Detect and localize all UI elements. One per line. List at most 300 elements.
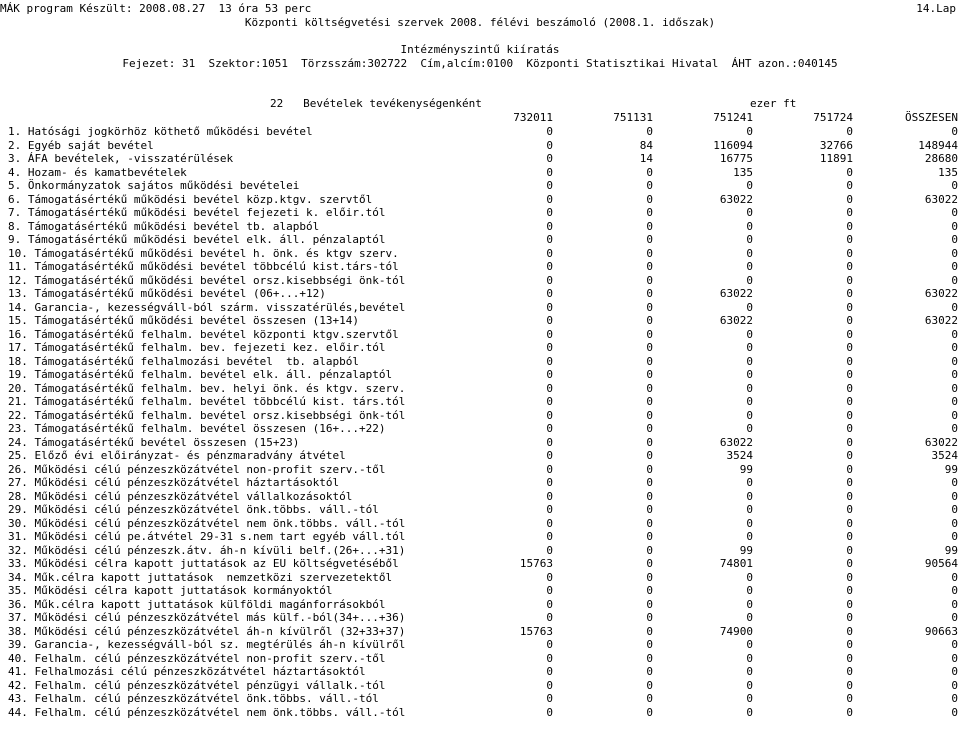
row-value: 0 [646,489,653,503]
row-label: 3. ÁFA bevételek, -visszatérülések [8,152,234,165]
table-row [0,530,960,544]
row-value: 0 [846,327,853,341]
row-value: 0 [646,435,653,449]
row-label: 15. Támogatásértékű működési bevétel összesen (13+14) [8,314,359,327]
row-value: 0 [951,422,958,435]
row-value: 0 [746,395,753,408]
row-label: 39. Garancia-, kezességváll-ból sz. megtérülés áh-n kívülről [8,638,406,651]
row-value: 0 [546,570,553,584]
row-value: 0 [846,651,853,665]
table-row [0,490,960,504]
row-value: 0 [746,327,753,341]
row-value: 0 [846,503,853,516]
row-label: 7. Támogatásértékű működési bevétel fejezeti k. előir.tól [8,206,386,219]
row-value: 90663 [924,624,958,638]
row-value: 0 [746,530,753,543]
row-value: 99 [944,543,958,557]
row-value: 0 [951,611,958,624]
row-value: 0 [951,273,958,287]
report-header-left: MÁK program Készült: 2008.08.27 13 óra 53 perc [0,2,312,15]
section-title: 22 Bevételek tevékenységenként [270,97,482,110]
row-value: 0 [846,314,853,327]
row-value: 0 [546,503,553,516]
row-value: 0 [546,395,553,408]
row-label: 20. Támogatásértékű felhalm. bev. helyi önk. és ktgv. szerv. [8,381,406,395]
row-value: 0 [846,287,853,300]
row-value: 0 [846,125,853,138]
row-value: 0 [846,557,853,570]
row-value: 0 [846,449,853,462]
row-label: 43. Felhalm. célú pénzeszközátvétel önk.többs. váll.-tól [8,692,379,705]
row-value: 0 [646,395,653,408]
row-value: 14 [639,152,653,165]
row-value: 0 [846,354,853,368]
row-value: 63022 [924,435,958,449]
row-value: 0 [546,530,553,543]
row-value: 0 [646,476,653,489]
row-value: 0 [746,206,753,219]
row-value: 0 [546,665,553,678]
table-row [0,638,960,652]
table-row [0,652,960,666]
row-label: 2. Egyéb saját bevétel [8,138,154,152]
row-value: 0 [951,516,958,530]
row-label: 19. Támogatásértékű felhalm. bevétel elk. áll. pénzalaptól [8,368,393,381]
row-value: 0 [646,206,653,219]
row-value: 0 [746,638,753,651]
row-value: 0 [846,462,853,476]
row-value: 0 [846,597,853,611]
row-value: 0 [646,570,653,584]
row-value: 0 [546,368,553,381]
row-label: 24. Támogatásértékű bevétel összesen (15+23) [8,435,300,449]
row-value: 0 [846,192,853,206]
row-value: 0 [951,179,958,192]
row-value: 0 [746,246,753,260]
row-value: 0 [746,503,753,516]
row-value: 0 [746,692,753,705]
row-value: 0 [646,678,653,692]
row-value: 0 [546,138,553,152]
row-label: 5. Önkormányzatok sajátos működési bevételei [8,179,300,192]
table-row [0,179,960,193]
table-row [0,220,960,234]
row-value: 0 [846,611,853,624]
row-value: 15763 [519,557,553,570]
row-value: 0 [746,233,753,246]
row-value: 0 [951,489,958,503]
row-value: 0 [746,300,753,314]
table-row [0,125,960,139]
table-row [0,139,960,153]
row-label: 31. Működési célú pe.átvétel 29-31 s.nem tart egyéb váll.tól [8,530,406,543]
row-value: 90564 [924,557,958,570]
row-value: 0 [646,327,653,341]
row-label: 25. Előző évi előirányzat- és pénzmaradvány átvétel [8,449,346,462]
row-value: 0 [846,530,853,543]
row-value: 0 [746,341,753,354]
row-label: 14. Garancia-, kezességváll-ból szárm. visszatérülés,bevétel [8,300,406,314]
row-value: 0 [546,300,553,314]
row-value: 0 [951,260,958,273]
row-value: 148944 [918,138,958,152]
table-row [0,301,960,315]
table-row [0,584,960,598]
row-value: 0 [646,125,653,138]
row-value: 0 [846,341,853,354]
row-label: 12. Támogatásértékű működési bevétel orsz.kisebbségi önk-tól [8,273,406,287]
row-value: 0 [746,584,753,597]
column-header-751131: 751131 [613,111,653,124]
row-value: 0 [951,692,958,705]
row-label: 36. Műk.célra kapott juttatások külföldi magánforrásokból [8,597,386,611]
row-value: 0 [546,179,553,192]
row-value: 0 [951,300,958,314]
row-value: 0 [746,678,753,692]
row-value: 0 [746,651,753,665]
table-row [0,314,960,328]
row-value: 0 [846,543,853,557]
row-value: 0 [951,125,958,138]
row-value: 0 [746,665,753,678]
row-label: 29. Működési célú pénzeszközátvétel önk.többs. váll.-tól [8,503,379,516]
row-value: 0 [546,678,553,692]
row-value: 0 [951,705,958,719]
unit-label: ezer ft [750,97,797,110]
row-value: 0 [846,638,853,651]
row-value: 0 [646,233,653,246]
row-value: 0 [546,638,553,651]
table-row [0,409,960,423]
row-value: 0 [951,570,958,584]
row-label: 22. Támogatásértékű felhalm. bevétel orsz.kisebbségi önk-tól [8,408,406,422]
table-row [0,449,960,463]
row-label: 26. Működési célú pénzeszközátvétel non-profit szerv.-től [8,462,386,476]
row-value: 0 [646,192,653,206]
row-value: 0 [546,422,553,435]
table-row [0,503,960,517]
row-value: 0 [546,597,553,611]
row-value: 0 [646,584,653,597]
row-value: 0 [846,246,853,260]
row-label: 4. Hozam- és kamatbevételek [8,165,187,179]
table-row [0,247,960,261]
row-value: 0 [546,584,553,597]
table-row [0,260,960,274]
table-row [0,706,960,720]
row-value: 0 [746,489,753,503]
row-label: 6. Támogatásértékű működési bevétel közp.ktgv. szervtől [8,192,373,206]
row-value: 0 [646,179,653,192]
row-value: 0 [546,651,553,665]
row-value: 0 [846,570,853,584]
row-value: 63022 [719,435,753,449]
row-value: 0 [846,665,853,678]
row-value: 0 [546,152,553,165]
row-value: 0 [546,381,553,395]
row-value: 0 [646,530,653,543]
row-value: 63022 [719,287,753,300]
row-value: 0 [846,395,853,408]
row-label: 17. Támogatásértékű felhalm. bev. fejezeti kez. előir.tól [8,341,386,354]
row-value: 0 [951,341,958,354]
row-value: 0 [646,287,653,300]
row-value: 0 [546,206,553,219]
row-label: 41. Felhalmozási célú pénzeszközátvétel háztartásoktól [8,665,366,678]
table-row [0,233,960,247]
row-value: 63022 [719,314,753,327]
row-value: 0 [746,597,753,611]
table-row [0,355,960,369]
row-label: 11. Támogatásértékű működési bevétel többcélú kist.társ-tól [8,260,399,273]
row-value: 99 [944,462,958,476]
row-value: 0 [546,219,553,233]
row-value: 0 [846,624,853,638]
row-value: 0 [646,408,653,422]
row-value: 0 [746,125,753,138]
row-value: 0 [646,314,653,327]
row-value: 74900 [719,624,753,638]
table-row [0,341,960,355]
row-value: 0 [951,638,958,651]
row-value: 0 [546,354,553,368]
row-value: 0 [546,341,553,354]
column-header-751724: 751724 [813,111,853,124]
row-value: 0 [646,354,653,368]
table-row [0,274,960,288]
row-value: 0 [646,516,653,530]
row-value: 0 [951,327,958,341]
row-value: 0 [846,408,853,422]
row-value: 3524 [726,449,753,462]
row-value: 0 [546,260,553,273]
row-label: 44. Felhalm. célú pénzeszközátvétel nem önk.többs. váll.-tól [8,705,406,719]
row-value: 0 [646,368,653,381]
table-row [0,395,960,409]
row-label: 32. Működési célú pénzeszk.átv. áh-n kívüli belf.(26+...+31) [8,543,406,557]
row-value: 0 [746,476,753,489]
row-value: 0 [951,206,958,219]
row-value: 0 [646,381,653,395]
row-label: 9. Támogatásértékű működési bevétel elk. áll. pénzalaptól [8,233,386,246]
row-value: 0 [846,273,853,287]
row-value: 0 [646,219,653,233]
row-value: 116094 [713,138,753,152]
column-header-751241: 751241 [713,111,753,124]
row-value: 0 [546,192,553,206]
report-title: Intézményszintű kiíratás [400,43,560,56]
row-label: 1. Hatósági jogkörhöz köthető működési bevétel [8,125,313,138]
row-value: 0 [546,287,553,300]
row-label: 30. Működési célú pénzeszközátvétel nem önk.többs. váll.-tól [8,516,406,530]
row-value: 99 [739,462,753,476]
row-value: 0 [546,543,553,557]
row-value: 0 [951,597,958,611]
table-row [0,692,960,706]
institution-meta: Fejezet: 31 Szektor:1051 Törzsszám:302722 Cím,alcím:0100 Központi Statisztikai Hivatal ÁHT azon.:040145 [122,57,838,70]
row-value: 0 [951,503,958,516]
row-value: 0 [646,597,653,611]
row-value: 0 [846,300,853,314]
row-value: 11891 [819,152,853,165]
row-value: 0 [846,260,853,273]
row-value: 0 [746,705,753,719]
row-value: 0 [546,165,553,179]
row-value: 0 [746,179,753,192]
row-value: 0 [846,179,853,192]
row-value: 0 [951,233,958,246]
table-row [0,382,960,396]
row-value: 0 [846,165,853,179]
row-value: 135 [733,165,753,179]
row-value: 0 [951,368,958,381]
row-value: 0 [546,233,553,246]
row-label: 28. Működési célú pénzeszközátvétel vállalkozásoktól [8,489,353,503]
table-row [0,368,960,382]
row-value: 63022 [924,192,958,206]
row-value: 0 [846,368,853,381]
row-value: 0 [846,705,853,719]
row-value: 99 [739,543,753,557]
row-value: 0 [951,476,958,489]
row-value: 0 [951,651,958,665]
row-label: 33. Működési célra kapott juttatások az EU költségvetéséből [8,557,399,570]
row-value: 0 [846,476,853,489]
row-value: 0 [646,260,653,273]
table-row [0,287,960,301]
row-value: 0 [746,516,753,530]
table-row [0,544,960,558]
row-label: 38. Működési célú pénzeszközátvétel áh-n kívülről (32+33+37) [8,624,406,638]
row-value: 0 [546,611,553,624]
table-row [0,571,960,585]
row-value: 0 [646,543,653,557]
row-label: 23. Támogatásértékű felhalm. bevétel összesen (16+...+22) [8,422,386,435]
row-value: 0 [546,125,553,138]
row-value: 0 [951,584,958,597]
row-value: 0 [546,246,553,260]
table-row [0,328,960,342]
row-value: 0 [646,300,653,314]
row-value: 0 [746,219,753,233]
row-value: 0 [646,651,653,665]
row-value: 0 [546,476,553,489]
row-value: 0 [951,395,958,408]
row-value: 0 [746,368,753,381]
table-row [0,625,960,639]
row-value: 0 [951,530,958,543]
row-value: 0 [951,665,958,678]
row-label: 13. Támogatásértékű működési bevétel (06+...+12) [8,287,326,300]
row-value: 63022 [719,192,753,206]
table-row [0,436,960,450]
row-value: 0 [546,489,553,503]
row-value: 0 [546,435,553,449]
row-value: 0 [646,165,653,179]
row-label: 42. Felhalm. célú pénzeszközátvétel pénzügyi vállalk.-tól [8,678,386,692]
row-value: 0 [646,624,653,638]
table-row [0,206,960,220]
table-row [0,166,960,180]
row-value: 16775 [719,152,753,165]
row-value: 63022 [924,314,958,327]
row-value: 0 [951,246,958,260]
row-label: 40. Felhalm. célú pénzeszközátvétel non-profit szerv.-től [8,651,386,665]
row-value: 0 [846,678,853,692]
row-value: 0 [951,354,958,368]
column-header-732011: 732011 [513,111,553,124]
table-row [0,152,960,166]
table-row [0,557,960,571]
row-label: 18. Támogatásértékű felhalmozási bevétel tb. alapból [8,354,359,368]
row-value: 0 [646,557,653,570]
row-value: 74801 [719,557,753,570]
table-row [0,193,960,207]
row-value: 0 [546,314,553,327]
row-value: 0 [746,260,753,273]
row-value: 3524 [931,449,958,462]
row-value: 0 [951,678,958,692]
row-value: 0 [951,381,958,395]
row-value: 0 [546,449,553,462]
report-subtitle: Központi költségvetési szervek 2008. félévi beszámoló (2008.1. időszak) [244,16,716,29]
row-value: 0 [746,570,753,584]
row-value: 0 [646,462,653,476]
row-label: 34. Műk.célra kapott juttatások nemzetközi szervezetektől [8,570,393,584]
row-value: 0 [546,408,553,422]
row-value: 0 [951,408,958,422]
row-value: 0 [646,638,653,651]
row-value: 0 [646,692,653,705]
row-value: 0 [846,206,853,219]
row-value: 135 [938,165,958,179]
row-value: 0 [846,516,853,530]
row-value: 0 [646,449,653,462]
table-row [0,517,960,531]
row-value: 0 [846,489,853,503]
row-value: 0 [546,327,553,341]
row-label: 37. Működési célú pénzeszközátvétel más külf.-ból(34+...+36) [8,611,406,624]
row-value: 0 [846,584,853,597]
row-value: 0 [646,665,653,678]
row-value: 0 [646,503,653,516]
table-row [0,679,960,693]
row-value: 0 [846,219,853,233]
row-value: 0 [546,273,553,287]
revenue-table [0,125,960,719]
row-value: 0 [951,219,958,233]
table-row [0,611,960,625]
row-value: 0 [646,273,653,287]
row-value: 0 [546,516,553,530]
row-value: 32766 [819,138,853,152]
row-label: 8. Támogatásértékű működési bevétel tb. alapból [8,219,320,233]
table-row [0,665,960,679]
page-number: 14.Lap [916,2,956,15]
row-value: 0 [646,422,653,435]
row-value: 0 [646,611,653,624]
table-row [0,598,960,612]
row-value: 15763 [519,624,553,638]
row-label: 27. Működési célú pénzeszközátvétel háztartásoktól [8,476,340,489]
row-value: 0 [746,611,753,624]
row-value: 0 [746,381,753,395]
row-value: 0 [746,273,753,287]
row-value: 0 [746,422,753,435]
row-value: 0 [846,692,853,705]
row-value: 0 [746,354,753,368]
row-value: 0 [846,233,853,246]
